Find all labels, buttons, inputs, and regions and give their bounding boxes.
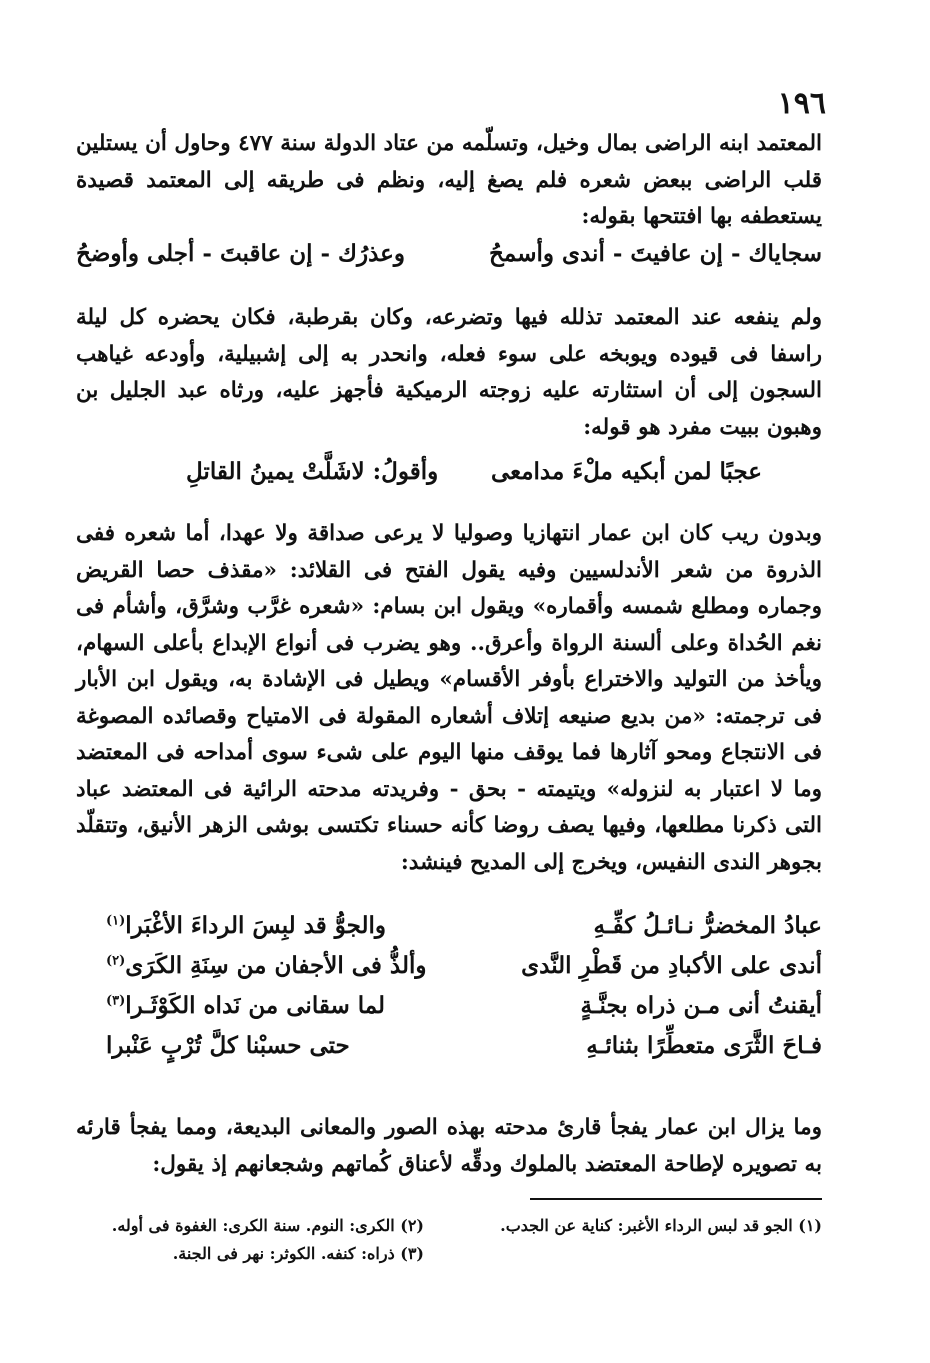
poem-second-hemistich xyxy=(106,992,385,1019)
verse-line xyxy=(76,458,822,498)
paragraph: المعتمد ابنه الراضى بمال وخيل، وتسلّمه من عتاد الدولة سنة ٤٧٧ وحاول أن يستلين قلب الراضى ببعض شعره فلم يصغ إليه، ونظم فى طريقه إلى المعتمد قصيدة يستعطفه بها افتتحها بقوله: xyxy=(76,131,822,229)
verse-second-hemistich: وعذرُك - إن عاقبتَ - أجلى وأوضحُ xyxy=(76,240,406,267)
poem-second-hemistich-text: لما سقانى من نَداه الكَوْثَـرا xyxy=(125,992,386,1019)
paragraph: وبدون ريب كان ابن عمار انتهازيا وصوليا لا يرعى صداقة ولا عهدا، أما شعره ففى الذروة من شعر الأندلسيين وفيه يقول الفتح فى القلائد: «مقذف حصا القريض وجماره ومطلع شمسه وأقماره» ويقول ابن بسام: «شعره غرَّب وشرَّق، وأشأم فى نغم الحُداة وعلى ألسنة الرواة وأعرق.. وهو يضرب فى أنواع الإبداع بأعلى السهام، ويأخذ من التوليد والاختراع بأوفر الأقسام» ويطيل فى الإشادة به، ويقول ابن الأبار فى ترجمته: «من بديع صنيعه إتلاف أشعاره المقولة فى الامتياح وقصائده المصوغة فى الانتجاع ومحو آثارها فما يوقف منها اليوم على شىء سوى أمداحه فى المعتضد وما لا اعتبار به لنزوله» ويتيمته - بحق - وفريدته مدحته الرائية فى المعتضد عباد التى ذكرنا مطلعها، وفيها يصف روضا كأنه حسناء تكتسى بوشى الزهر الأنيق، وتتقلّد بجوهر الندى النفيس، ويخرج إلى المديح فينشد: xyxy=(76,521,822,875)
footnote-column xyxy=(84,1212,424,1268)
footnote-2: (٢) الكرى: النوم. سنة الكرى: الغفوة فى أوله. xyxy=(111,1216,424,1235)
footnote-column xyxy=(482,1212,822,1240)
poem-first-hemistich: فـاحَ الثَّرَى متعطِّرًا بثنائـهِ xyxy=(586,1032,822,1059)
poem-first-hemistich: أندى على الأكبادِ من قَطْرِ النَّدى xyxy=(521,952,822,979)
poem xyxy=(76,912,822,1072)
verse-second-hemistich: وأقولُ: لاشَلَّتْ يمينُ القاتلِ xyxy=(186,458,439,485)
paragraph: ولم ينفعه عند المعتمد تذلله فيها وتضرعه، وكان بقرطبة، فكان يحضره كل ليلة راسفا فى قيوده ويوبخه على سوء فعله، وانحدر به إلى إشبيلية، وأودعه غياهب السجون إلى أن استثارته عليه زوجته الرميكية فأجهز عليه، ورثاه عبد الجليل بن وهبون ببيت مفرد هو قوله: xyxy=(76,305,822,440)
poem-second-hemistich-text: وألذُّ فى الأجفان من سِنَةِ الكَرَى xyxy=(125,952,427,979)
footnote-marker: (٣) xyxy=(106,993,126,1009)
poem-line xyxy=(76,912,822,952)
poem-second-hemistich xyxy=(106,1032,350,1059)
footnote-1: (١) الجو قد لبس الرداء الأغبر: كناية عن الجدب. xyxy=(500,1216,822,1235)
poem-second-hemistich-text: حتى حسبْنا كلَّ تُرْبٍ عَنْبرا xyxy=(106,1032,350,1059)
verse-line xyxy=(76,240,822,280)
footnote-marker: (١) xyxy=(106,913,126,929)
verse-first-hemistich: سجاياك - إن عافيتَ - أندى وأسمحُ xyxy=(489,240,822,267)
footnote-divider xyxy=(530,1198,822,1200)
poem-second-hemistich xyxy=(106,912,386,939)
poem-line xyxy=(76,992,822,1032)
poem-line xyxy=(76,952,822,992)
paragraph: وما يزال ابن عمار يفجأ قارئ مدحته بهذه الصور والمعانى البديعة، ومما يفجأ قارئه به تصويره لإطاحة المعتضد بالملوك ودقِّه لأعناق كُماتهم وشجعانهم إذ يقول: xyxy=(76,1115,822,1177)
poem-first-hemistich: عبادُ المخضرُّ نـائـلُ كفِّـهِ xyxy=(593,912,822,939)
poem-first-hemistich: أيقنتُ أنى مـن ذراه بجنَّـةٍ xyxy=(580,992,822,1019)
verse-first-hemistich: عجبًا لمن أبكيه ملْءَ مدامعى xyxy=(490,458,762,485)
footnote-marker: (٢) xyxy=(106,953,126,969)
poem-second-hemistich-text: والجوُّ قد لبِسَ الرداءَ الأغْبَرا xyxy=(125,912,386,939)
poem-second-hemistich xyxy=(106,952,427,979)
footnote-3: (٣) ذراه: كنفه. الكوثر: نهر فى الجنة. xyxy=(172,1244,424,1263)
page-number: ١٩٦ xyxy=(777,86,826,121)
poem-line xyxy=(76,1032,822,1072)
